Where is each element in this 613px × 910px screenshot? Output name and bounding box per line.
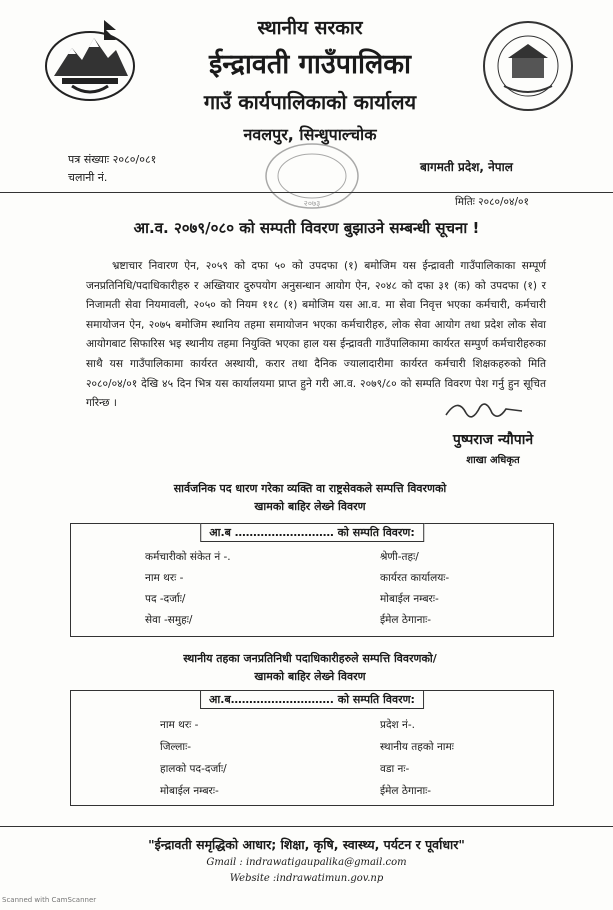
header-line1: स्थानीय सरकार (257, 17, 363, 39)
section1-box (70, 523, 554, 637)
municipality-logo-icon (480, 18, 576, 114)
local-level-name-field: स्थानीय तहको नामः (380, 741, 454, 753)
office-stamp-icon (262, 140, 362, 212)
letter-date: मितिः २०८०/०४/०१ (455, 196, 529, 208)
section1-heading-line2: खामको बाहिर लेख्ने विवरण (254, 500, 366, 513)
footer-gmail: Gmail : indrawatigaupalika@gmail.com (206, 857, 407, 868)
level-field: श्रेणी-तहः/ (380, 551, 419, 563)
footer-website: Website :indrawatimun.gov.np (229, 873, 384, 884)
mobile-field: मोबाईल नम्बरः- (380, 593, 439, 605)
office-address: नवलपुर, सिन्धुपाल्चोक (243, 125, 377, 144)
signatory-designation: शाखा अधिकृत (466, 455, 520, 466)
nepal-emblem-icon (42, 14, 138, 104)
section1-box-title: आ.ब ……………………… को सम्पति विवरण: (200, 523, 424, 542)
rep-email-field: ईमेल ठेगानाः- (380, 785, 432, 797)
section2-heading-line1: स्थानीय तहका जनप्रतिनिधी पदाधिकारीहरुले सम्पत्ति विवरणको/ (183, 652, 437, 665)
section2-box (70, 690, 554, 806)
footer-divider (0, 826, 613, 827)
letter-number: पत्र संख्याः २०८०/०८१ (68, 153, 157, 166)
post-field: पद -दर्जाः/ (145, 593, 186, 605)
current-post-field: हालको पद-दर्जाः/ (160, 763, 227, 775)
province-no-field: प्रदेश नं-. (380, 719, 415, 731)
signature-icon (440, 395, 530, 427)
rep-name-field: नाम थरः - (160, 719, 199, 731)
notice-body: भ्रष्टाचार निवारण ऐन, २०५९ को दफा ५० को उपदफा (१) बमोजिम यस ईन्द्रावती गाउँपालिकाका सम्पूर्ण जनप्रतिनिधि/पदाधिकारीहरु र अख्तियार दुरुपयोग अनुसन्धान आयोग ऐन, २०४८ को दफा ३१ (क) को उपदफा (१) र निजामती सेवा नियमावली, २०५० को नियम ११८ (१) बमोजिम यस आ.व. मा सेवा निवृत्त भएका कर्मचारी, कर्मचारी समायोजन ऐन, २०७५ बमोजिम स्थानिय तहमा समायोजन भएका कर्मचारीहरु, लोक सेवा आयोग तथा प्रदेश लोक सेवा आयोगबाट सिफारिस भइ स्थानीय तहमा नियुक्ति भएका हाल यस ईन्द्रावती गाउँपालिकामा कार्यरत सम्पुर्ण कर्मचारीहरुका साथै यस गाउँपालिकामा कार्यरत अस्थायी, करार तथा दैनिक ज्यालादारीमा कार्यरत कर्मचारी शिक्षकहरुको मिति २०८०/०४/०१ देखि ४५ दिन भित्र यस कार्यालयमा प्राप्त हुने गरी आ.व. २०७९/८० को सम्पति विवरण पेश गर्नु हुन सूचित गरिन्छ । (86, 260, 546, 410)
notice-title: आ.व. २०७९/०८० को सम्पती विवरण बुझाउने सम्बन्धी सूचना ! (133, 219, 480, 237)
section1-heading (90, 480, 530, 516)
office-name: गाउँ कार्यपालिकाको कार्यालय (203, 90, 417, 114)
municipality-name: ईन्द्रावती गाउँपालिका (208, 49, 412, 80)
email-field: ईमेल ठेगानाः- (380, 614, 432, 626)
signatory-name: पुष्पराज न्यौपाने (452, 432, 534, 448)
section2-box-title: आ.ब………………………. को सम्पति विवरण: (200, 690, 424, 709)
working-office-field: कार्यरत कार्यालयः- (380, 572, 450, 584)
rep-mobile-field: मोबाईल नम्बरः- (160, 785, 219, 797)
service-group-field: सेवा -समुहः/ (145, 614, 193, 626)
stamp-year: २०७३ (303, 199, 321, 208)
name-field: नाम थरः - (145, 572, 184, 584)
section2-heading-line2: खामको बाहिर लेख्ने विवरण (254, 670, 366, 683)
district-field: जिल्लाः- (160, 741, 191, 753)
section1-heading-line1: सार्वजनिक पद धारण गरेका व्यक्ति वा राष्ट्रसेवकले सम्पत्ति विवरणको (173, 482, 447, 495)
province-label: बागमती प्रदेश, नेपाल (420, 160, 513, 174)
footer-motto: "ईन्द्रावती समृद्धिको आधार; शिक्षा, कृषि, स्वास्थ्य, पर्यटन र पूर्वाधार" (148, 837, 465, 852)
dispatch-number: चलानी नं. (68, 171, 108, 184)
scanner-watermark: Scanned with CamScanner (2, 896, 97, 904)
employee-code-field: कर्मचारीको संकेत नं -. (145, 551, 231, 563)
section2-heading (90, 650, 530, 686)
header-divider (0, 192, 613, 193)
ward-no-field: वडा नः- (380, 763, 410, 775)
